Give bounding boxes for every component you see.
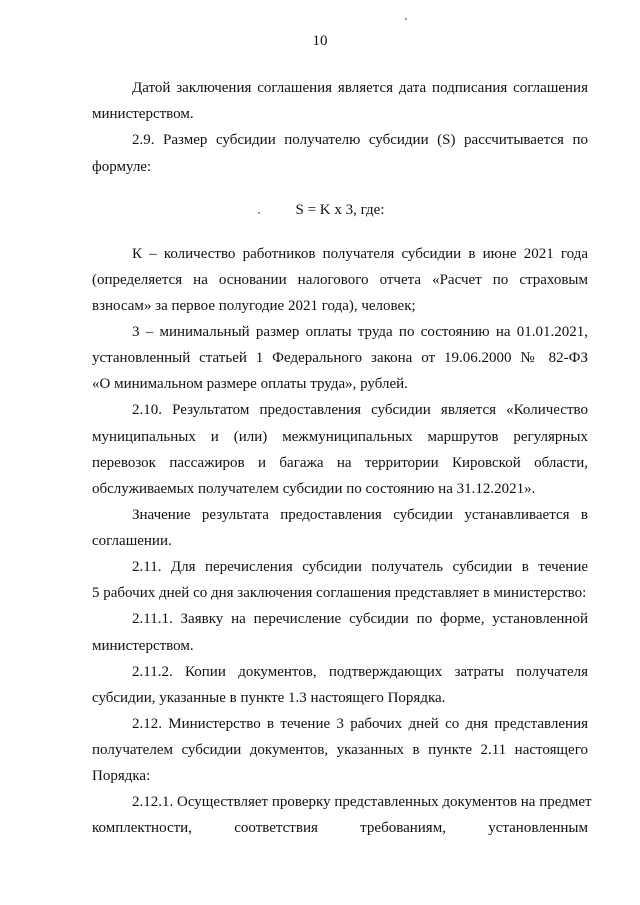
paragraph-line: получателем субсидии документов, указанных в пункте 2.11 настоящего [92, 742, 588, 758]
paragraph-line: Датой заключения соглашения является дата подписания соглашения [132, 80, 588, 96]
paragraph-line: 3 – минимальный размер оплаты труда по состоянию на 01.01.2021, [132, 324, 588, 340]
paragraph-line: перевозок пассажиров и багажа на территории Кировской области, [92, 455, 588, 471]
paragraph-line: К – количество работников получателя субсидии в июне 2021 года [132, 246, 588, 262]
paragraph-line: 2.11.2. Копии документов, подтверждающих затраты получателя [132, 664, 588, 680]
paragraph-line: министерством. [92, 106, 194, 122]
paragraph-line: соглашении. [92, 533, 172, 549]
page-number: 10 [312, 33, 328, 49]
paragraph-line: муниципальных и (или) межмуниципальных маршрутов регулярных [92, 429, 588, 445]
paragraph-line: комплектности, соответствия требованиям, установленным [92, 820, 588, 836]
paragraph-line: «О минимальном размере оплаты труда», рублей. [92, 376, 408, 392]
paragraph-line: взносам» за первое полугодие 2021 года), человек; [92, 298, 416, 314]
formula: S = K x 3, где: [295, 202, 385, 218]
paragraph-line: 2.11. Для перечисления субсидии получатель субсидии в течение [132, 559, 588, 575]
paragraph-line: Значение результата предоставления субсидии устанавливается в [132, 507, 588, 523]
paragraph-line: министерством. [92, 638, 194, 654]
paragraph-line: 2.11.1. Заявку на перечисление субсидии по форме, установленной [132, 611, 588, 627]
paragraph-line: формуле: [92, 159, 152, 175]
paragraph-line: 2.10. Результатом предоставления субсидии является «Количество [132, 402, 588, 418]
paragraph-line: (определяется на основании налогового отчета «Расчет по страховым [92, 272, 588, 288]
scan-speck [405, 18, 407, 20]
paragraph-line: 2.12.1. Осуществляет проверку представленных документов на предмет [132, 794, 592, 810]
paragraph-line: 2.12. Министерство в течение 3 рабочих дней со дня представления [132, 716, 588, 732]
paragraph-line: установленный статьей 1 Федерального закона от 19.06.2000 № 82-ФЗ [92, 350, 588, 366]
paragraph-line: Порядка: [92, 768, 151, 784]
paragraph-line: обслуживаемых получателем субсидии по состоянию на 31.12.2021». [92, 481, 536, 497]
paragraph-line: 2.9. Размер субсидии получателю субсидии (S) рассчитывается по [132, 132, 588, 148]
paragraph-line: 5 рабочих дней со дня заключения соглашения представляет в министерство: [92, 585, 587, 601]
paragraph-line: субсидии, указанные в пункте 1.3 настоящего Порядка. [92, 690, 446, 706]
